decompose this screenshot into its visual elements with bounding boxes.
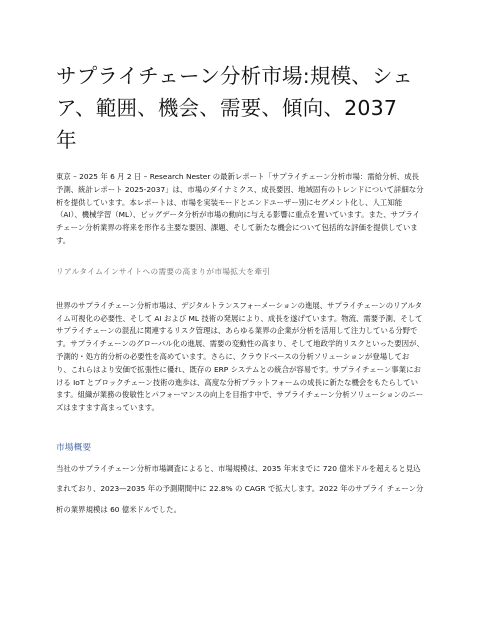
subheading: リアルタイムインサイトへの需要の高まりが市場拡大を牽引 bbox=[56, 266, 271, 276]
section-heading-market-overview: 市場概要 bbox=[56, 442, 92, 453]
intro-paragraph: 東京 – 2025 年 6 月 2 日 – Research Nester の最新レポート「サプライチェーン分析市場：需給分析、成長予測、統計レポート 2025-2037」は、市場のダイナミクス、成長要因、地域固有のトレンドについて詳細な分析を提供しています。本レポートは、市場を実装モードとエンドユーザー別にセグメント化し、人工知能（AI）、機械学習（ML）、ビッグデータ分析が市場の動向に与える影響に重点を置いています。また、サプライチェーン分析業界の将来を形作る主要な要因、課題、そして新たな機会について包括的な評価を提供しています。 bbox=[56, 172, 424, 245]
page-title: サプライチェーン分析市場:規模、シェア、範囲、機会、需要、傾向、2037 年 bbox=[56, 64, 413, 152]
market-overview-paragraph: 当社のサプライチェーン分析市場調査によると、市場規模は、2035 年末までに 720 億米ドルを超えると見込まれており、2023—2035 年の予測期間中に 22.8% の CAGR で拡大します。2022 年のサプライ チェーン分析の業界規模は 60 億米ドルでした。 bbox=[56, 463, 424, 514]
body-paragraph: 世界のサプライチェーン分析市場は、デジタルトランスフォーメーションの進展、サプライチェーンのリアルタイム可視化の必要性、そして AI および ML 技術の発展により、成長を遂げています。物流、需要予測、そしてサプライチェーンの混乱に関連するリスク管理は、あらゆる業界の企業が分析を活用して注力している分野です。サプライチェーンのグローバル化の進展、需要の変動性の高まり、そして地政学的リスクといった要因が、予測的・処方的分析の必要性を高めています。さらに、クラウドベースの分析ソリューションが登場しており、これらはより安価で拡張性に優れ、既存の ERP システムとの統合が容易です。サプライチェーン事業における IoT とブロックチェーン技術の進歩は、高度な分析プラットフォームの成長に新たな機会をもたらしています。組織が業務の俊敏性とパフォーマンスの向上を目指す中で、サプライチェーン分析ソリューションのニーズはますます高まっています。 bbox=[56, 300, 424, 413]
